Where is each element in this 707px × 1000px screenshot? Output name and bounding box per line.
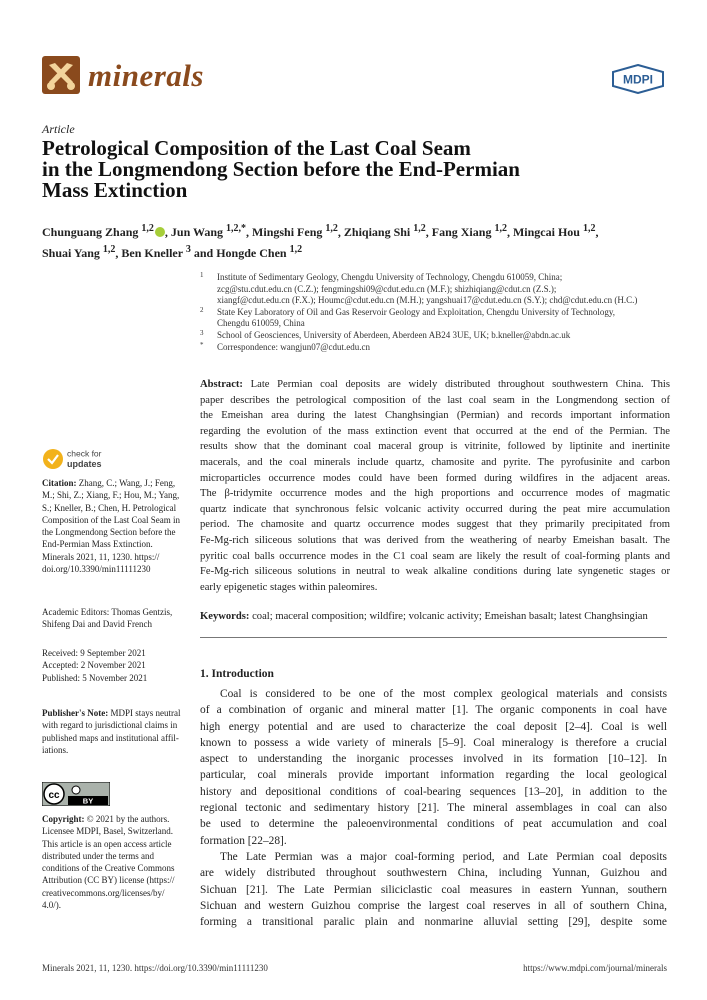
body-line: of a combination of organic and mineral matter [1]. The organic components in coal have — [200, 704, 667, 717]
author-list — [42, 220, 667, 262]
article-dates: Received: 9 September 2021 Accepted: 2 November 2021 Published: 5 November 2021 — [42, 648, 148, 683]
check-icon — [43, 449, 63, 469]
abstract-line: Fe-Mg-rich siliceous solutions in neutral to weak alkaline conditions during late syngenetic stages or — [200, 566, 670, 578]
academic-editors: Academic Editors: Thomas Gentzis, Shifeng Dai and David French — [42, 607, 173, 630]
footer-citation[interactable]: Minerals 2021, 11, 1230. https://doi.org/10.3390/min11111230 — [42, 963, 268, 973]
abstract-line: regarding the evolution of the mass extinction event that occurred at the end of the Permian. The — [200, 425, 670, 437]
body-line: history and depositional conditions of coal-bearing sequences [13–20], in addition to the — [200, 785, 667, 798]
publisher-name: MDPI — [623, 72, 653, 87]
abstract-line: paper describes the petrological composition of the last coal seam in the Longmendong section of — [200, 394, 670, 406]
abstract-line: period. The chamosite and quartz occurrence modes suggest that they primarily precipitated from — [200, 519, 670, 531]
affiliation-2: 2 State Key Laboratory of Oil and Gas Reservoir Geology and Exploitation, Chengdu University of Technology, Chengdu 610059, China — [200, 305, 616, 329]
body-line: Sichuan [21]. The Late Permian siliciclastic coal measures in eastern Yunnan, southern — [200, 883, 667, 896]
introduction-text — [200, 686, 667, 930]
article-type: Article — [42, 122, 75, 136]
body-line: Sichuan and western Guizhou comprise the largest coal reserves in all of southern China, — [200, 899, 667, 912]
title-line: Petrological Composition of the Last Coal Seam — [42, 136, 471, 160]
affiliation-1: 1 Institute of Sedimentary Geology, Chengdu University of Technology, Chengdu 610059, China; zcg@stu.cdut.edu.cn (C.Z.); fengmingshi09@cdut.edu.cn (M.F.); shizhiqiang@cdut.cn (Z.S.); xiangf@cdut.edu.cn (F.X.); Houmc@cdut.edu.cn (M.H.); yangshuai17@cdut.edu.cn (S.Y.); chd@cdut.edu.cn (H.C.) — [200, 271, 638, 306]
abstract-line: macerals, and the coal minerals include quartz, chamosite and pyrite. The pyrofusinite and carbon — [200, 456, 670, 468]
body-line: high energy potential and are used to characterize the coal deposit [2–4]. Coal is well — [200, 720, 667, 733]
section-heading: 1. Introduction — [200, 668, 274, 680]
body-line: Coal is considered to be one of the most complex geological materials and consists — [220, 688, 667, 700]
svg-text:cc: cc — [48, 790, 60, 801]
abstract-line: Abstract: Late Permian coal deposits are widely distributed throughout southwestern China. This — [200, 379, 670, 390]
divider — [200, 637, 667, 638]
title-line: Mass Extinction — [42, 178, 188, 202]
body-line: The Late Permian was a major coal-forming period, and Late Permian coal deposits — [220, 850, 667, 863]
body-line: known to possess a wide variety of minerals [5–9]. Coal mineralogy is therefore a crucial — [200, 736, 667, 749]
abstract-line: quartz indicate that synchronous felsic volcanic activity occurred during the peat mire accumulation — [200, 503, 670, 515]
affiliations — [200, 272, 670, 353]
orcid-icon[interactable] — [155, 227, 165, 237]
author-line: Chunguang Zhang $^{1,2}$ , Jun Wang $^{1,2,*}$, Mingshi Feng $^{1,2}$, Zhiqiang Shi $^{1,2}$, Fang Xiang $^{1,2}$, Mingcai Hou $^{1,2}$, — [42, 223, 599, 239]
body-line: aspect to understanding the inorganic processes involved in its formation [10–12]. In — [200, 753, 667, 766]
publisher-note: Publisher's Note: MDPI stays neutral with regard to jurisdictional claims in published maps and institutional affil- iations. — [42, 708, 181, 755]
svg-text:check for: check for — [67, 448, 102, 459]
body-line: formation [22–28]. — [200, 834, 287, 847]
abstract-line: results show that the dominant coal maceral group is vitrinite, followed by liptinite and inertinite — [200, 441, 670, 453]
check-for-updates-badge[interactable] — [42, 446, 112, 472]
author-line: Shuai Yang $^{1,2}$, Ben Kneller $^3$ and Hongde Chen $^{1,2}$ — [42, 244, 303, 260]
abstract-line: The β-tridymite occurrence modes and the high proportions and occurrence modes of magmatic — [200, 488, 670, 500]
copyright: Copyright: © 2021 by the authors. Licensee MDPI, Basel, Switzerland. This article is an open access article distributed under the terms and conditions of the Creative Commons Attribution (CC BY) license (https:// creativecommons.org/licenses/by/ 4.0/). — [42, 814, 175, 911]
title-line: in the Longmendong Section before the End-Permian — [42, 157, 520, 181]
mdpi-logo-icon[interactable] — [611, 64, 665, 94]
body-line: be used to determine the paleoenvironmental conditions of peat accumulation and coal — [200, 818, 667, 831]
journal-logo-icon — [42, 56, 80, 94]
citation: Citation: Zhang, C.; Wang, J.; Feng, M.; Shi, Z.; Xiang, F.; Hou, M.; Yang, S.; Kneller, B.; Chen, H. Petrological Composition of the Last Coal Seam in the Longmendong Section before the End-Permian Mass Extinction. Minerals 2021, 11, 1230. https:// doi.org/10.3390/min11111230 — [42, 478, 180, 575]
abstract-line: early epigenetic stages within paleomires. — [200, 581, 378, 593]
abstract-line: microparticles occurrence modes could have been formed during wildfires in the adjacent areas. — [200, 472, 670, 484]
abstract — [200, 377, 670, 595]
abstract-line: the Emeishan area during the latest Changhsingian (Permian) and records important information — [200, 410, 670, 422]
body-line: are widely distributed throughout southwestern China, including Yunnan, Guizhou and — [200, 867, 667, 880]
abstract-line: Fe-Mg-rich siliceous solutions that was derived from the weathering of nearby Emeishan basalt. The — [200, 534, 670, 546]
abstract-line: pyritic coal balls occurrence modes in the C1 coal seam are likely the result of coal-forming plants and — [200, 550, 670, 562]
body-line: particular, coal minerals provide important information regarding the local geological — [200, 769, 667, 782]
affiliation-3: 3 School of Geosciences, University of Aberdeen, Aberdeen AB24 3UE, UK; b.kneller@abdn.ac.uk — [200, 328, 571, 340]
body-line: regional tectonic and sedimentary history [21]. The mineral assemblages in coal can also — [200, 802, 667, 815]
body-line: forming a transitional paralic plain and nonmarine alluvial setting [29], despite some — [200, 916, 667, 929]
svg-text:BY: BY — [82, 796, 94, 806]
cc-by-license-icon[interactable] — [42, 782, 110, 806]
keywords: Keywords: coal; maceral composition; wildfire; volcanic activity; Emeishan basalt; latest Changhsingian — [200, 611, 648, 622]
svg-text:updates: updates — [67, 459, 102, 469]
correspondence: * Correspondence: wangjun07@cdut.edu.cn — [200, 340, 370, 352]
article-title — [42, 138, 642, 201]
footer-journal-url[interactable]: https://www.mdpi.com/journal/minerals — [523, 963, 667, 973]
journal-name[interactable]: minerals — [88, 58, 204, 93]
